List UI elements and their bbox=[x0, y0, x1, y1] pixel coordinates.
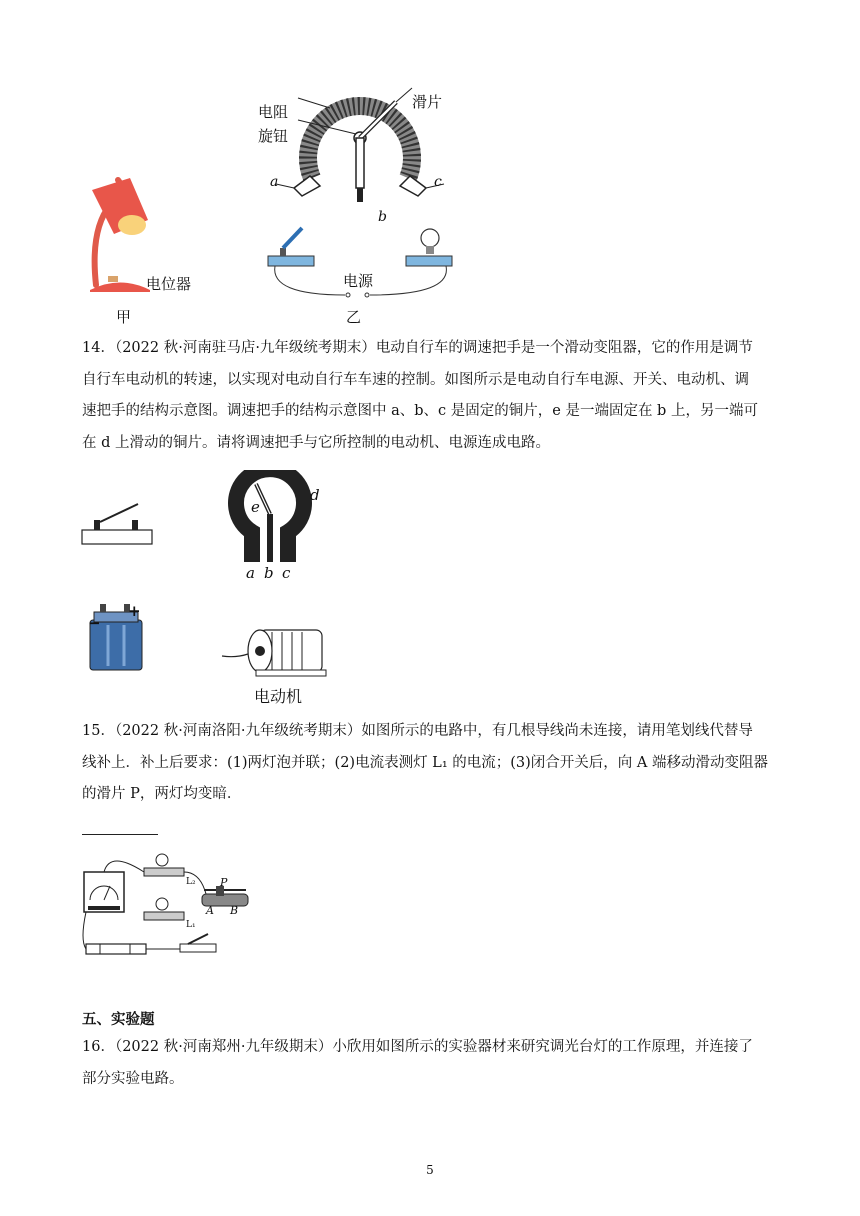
fig15-label-l2: L₂ bbox=[186, 877, 196, 887]
question-16-line: 部分实验电路。 bbox=[82, 1070, 184, 1087]
figure-14 bbox=[76, 470, 356, 710]
question-15-line: 的滑片 P，两灯均变暗． bbox=[82, 786, 242, 802]
answer-blank-line bbox=[82, 834, 158, 835]
desk-lamp-illustration bbox=[90, 178, 150, 292]
fig13-potentiometer-label: 电位器 bbox=[146, 275, 192, 293]
fig13-yi-label: 乙 bbox=[346, 308, 362, 326]
fig15-label-p: P bbox=[220, 876, 228, 889]
section-5-title: 五、实验题 bbox=[82, 1011, 155, 1028]
lamp-2-illustration bbox=[144, 898, 184, 920]
fig13-jia-label: 甲 bbox=[116, 308, 132, 326]
rheostat-illustration bbox=[202, 886, 248, 906]
page-number: 5 bbox=[426, 1163, 434, 1177]
fig14-label-e: e bbox=[251, 498, 260, 516]
question-14-line: 自行车电动机的转速，以实现对电动自行车车速的控制。如图所示是电动自行车电源、开关、电动机、调 bbox=[82, 371, 749, 388]
question-14-line: 速把手的结构示意图。调速把手的结构示意图中 a、b、c 是固定的铜片，e 是一端固定在 b 上，另一端可 bbox=[82, 403, 758, 419]
speed-handle-illustration bbox=[236, 470, 304, 562]
fig13-terminal-b: b bbox=[378, 209, 387, 225]
motor-illustration bbox=[222, 630, 326, 676]
fig14-minus-label: − bbox=[88, 614, 101, 632]
fig14-label-a: a bbox=[246, 564, 255, 582]
fig13-terminal-c: c bbox=[434, 174, 442, 190]
fig15-label-a: A bbox=[206, 904, 214, 917]
fig14-label-d: d bbox=[310, 486, 320, 504]
fig14-motor-label: 电动机 bbox=[254, 687, 303, 706]
fig15-label-l1: L₁ bbox=[186, 920, 196, 930]
question-15 bbox=[82, 716, 782, 811]
fig13-terminal-a: a bbox=[270, 174, 279, 190]
fig14-label-c: c bbox=[282, 564, 291, 582]
fig13-resistor-label: 电阻 bbox=[258, 103, 289, 121]
question-14-line: 14．（2022 秋·河南驻马店·九年级统考期末）电动自行车的调速把手是一个滑动变阻器，它的作用是调节 bbox=[82, 340, 753, 356]
question-16-line: 16．（2022 秋·河南郑州·九年级期末）小欣用如图所示的实验器材来研究调光台灯的工作原理，并连接了 bbox=[82, 1039, 753, 1055]
question-14 bbox=[82, 333, 782, 459]
question-14-line: 在 d 上滑动的铜片。请将调速把手与它所控制的电动机、电源连成电路。 bbox=[82, 434, 550, 451]
question-15-line: 15．（2022 秋·河南洛阳·九年级统考期末）如图所示的电路中，有几根导线尚未连接，请用笔划线代替导 bbox=[82, 723, 753, 739]
lamp-1-illustration bbox=[144, 854, 184, 876]
question-15-line: 线补上．补上后要求：(1)两灯泡并联；(2)电流表测灯 L₁ 的电流；(3)闭合开关后，向 A 端移动滑动变阻器 bbox=[82, 754, 768, 771]
battery-box-illustration bbox=[86, 944, 146, 954]
switch-illustration bbox=[180, 934, 216, 952]
fig15-label-b: B bbox=[230, 904, 239, 917]
question-16 bbox=[82, 1032, 782, 1095]
fig14-label-b: b bbox=[264, 564, 274, 582]
fig14-plus-label: + bbox=[128, 602, 141, 620]
ammeter-illustration bbox=[84, 872, 124, 912]
fig13-power-label: 电源 bbox=[343, 272, 374, 290]
fig13-knob-label: 旋钮 bbox=[258, 127, 289, 145]
fig13-slider-label: 滑片 bbox=[412, 93, 443, 111]
knife-switch-illustration bbox=[82, 504, 152, 544]
